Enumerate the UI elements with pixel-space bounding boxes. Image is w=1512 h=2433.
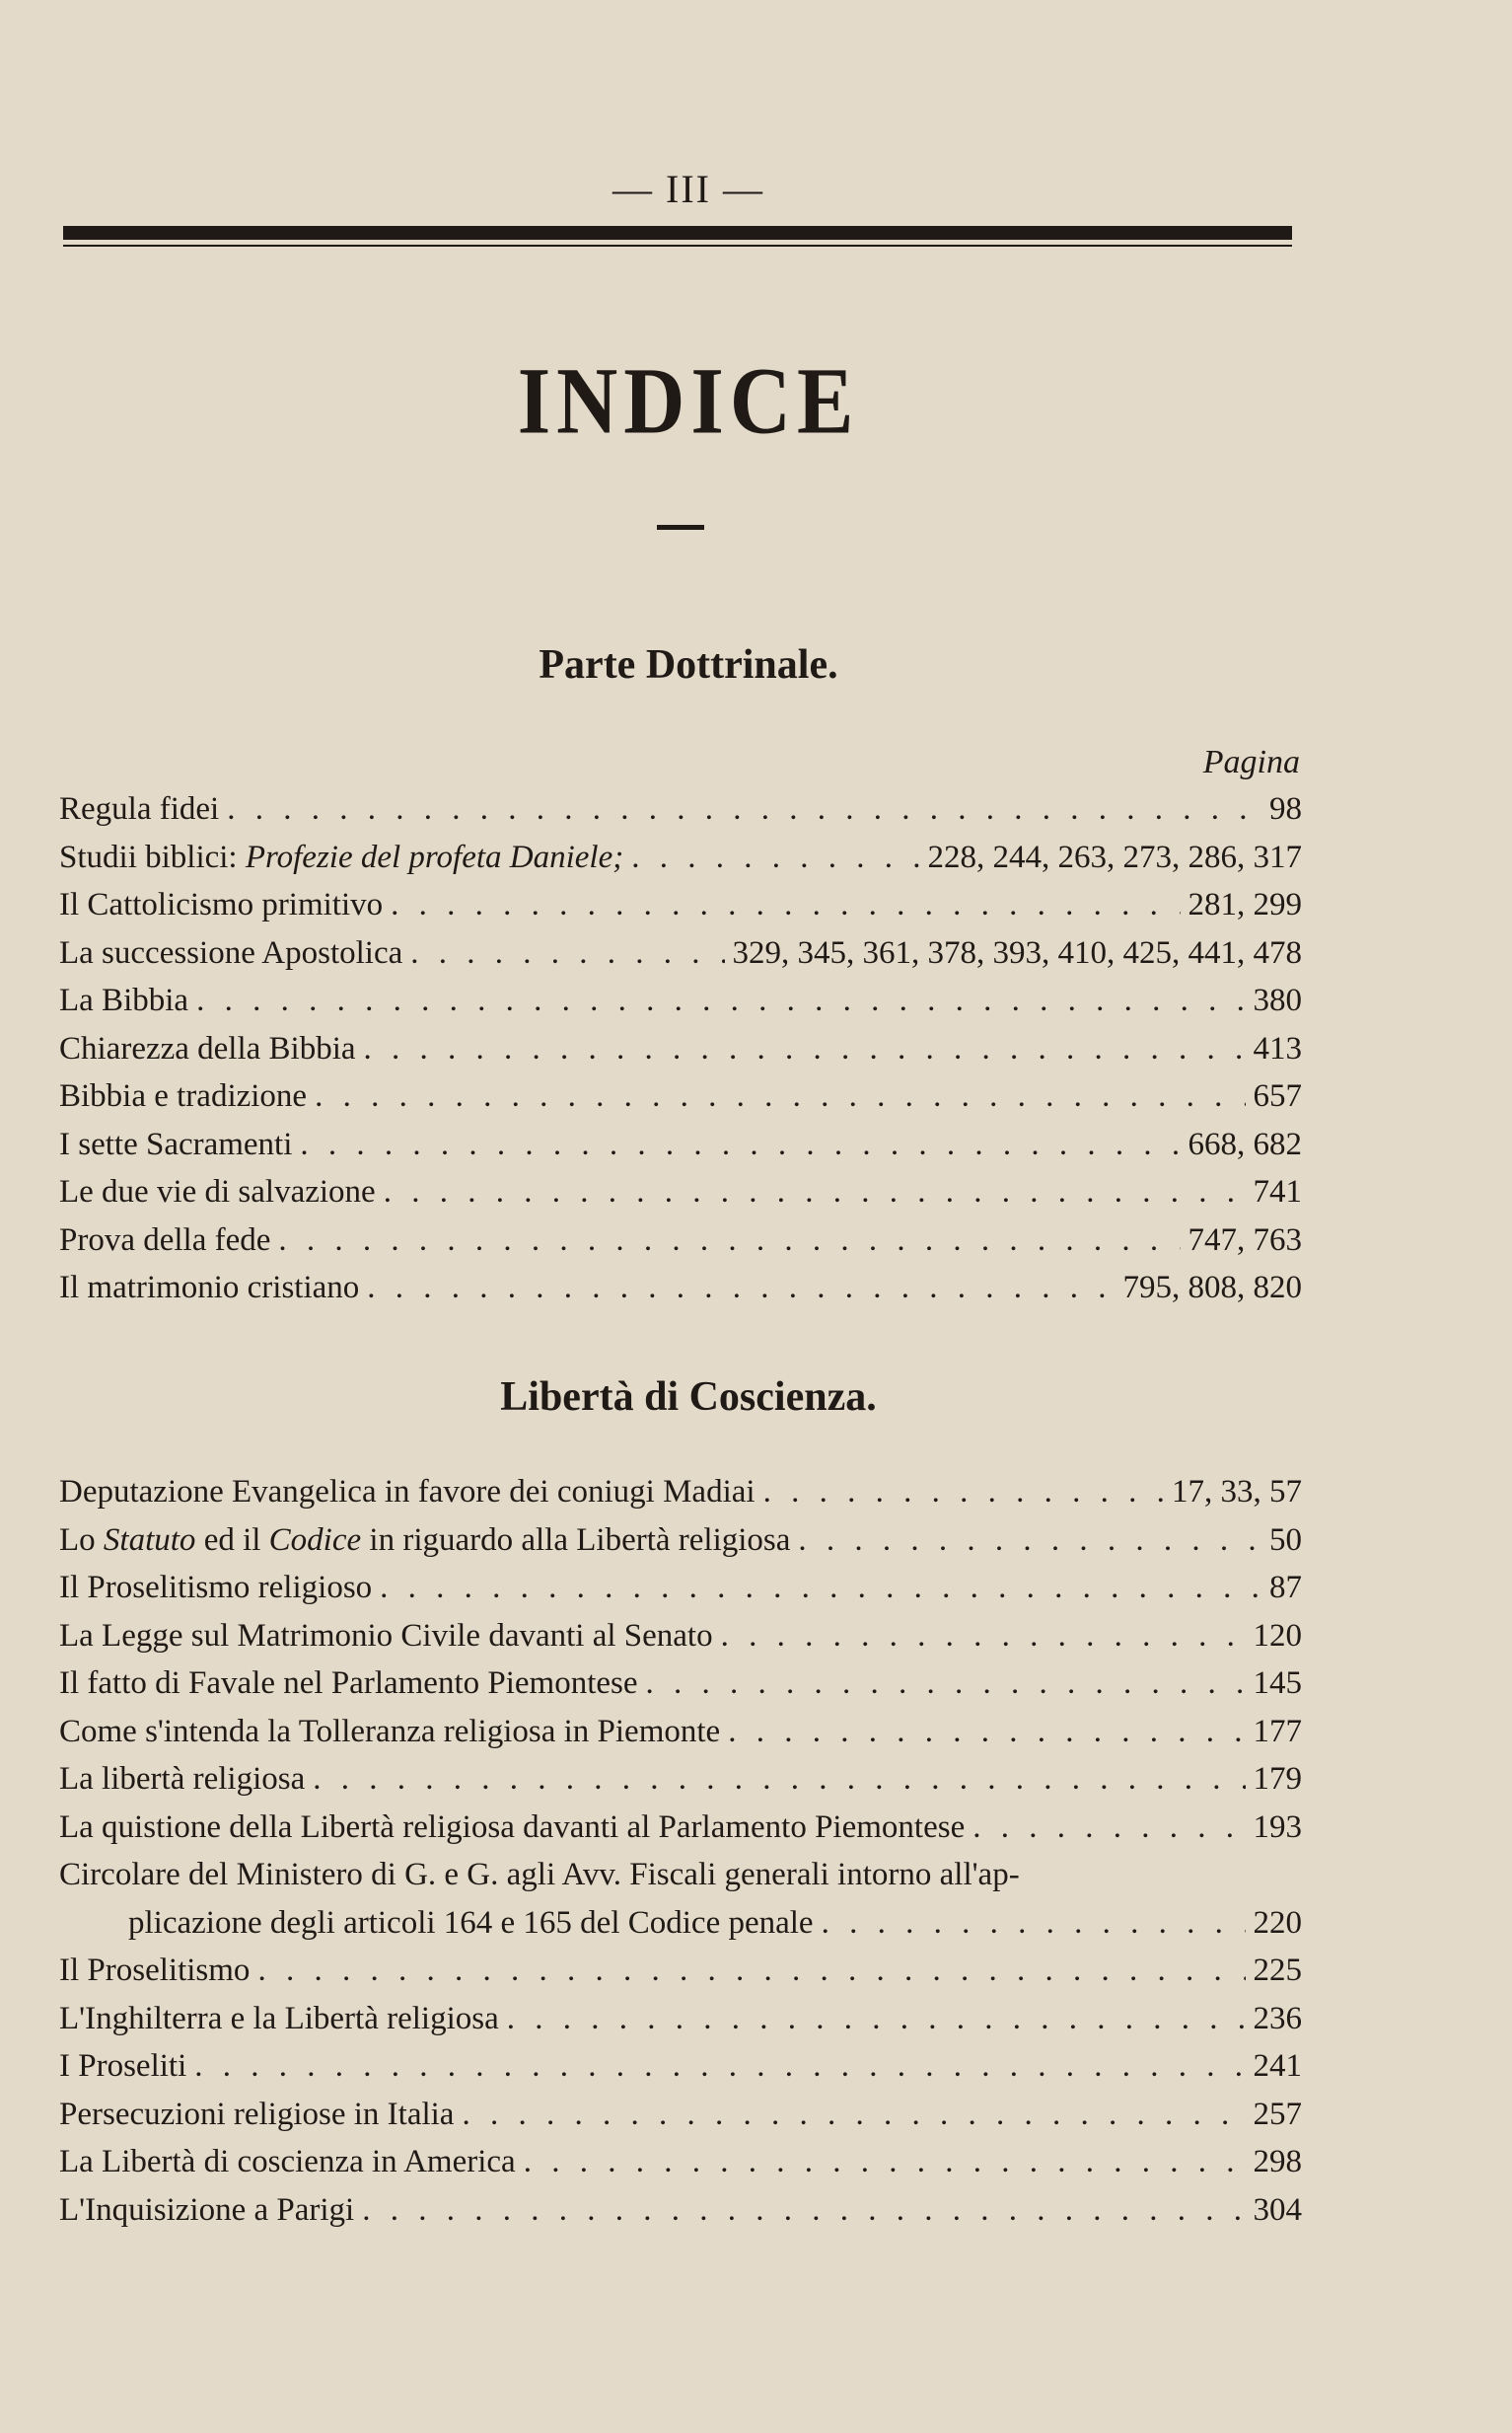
leader-dots [194,2042,1245,2091]
index-entry[interactable] [59,1804,1302,1852]
leader-dots [364,1025,1246,1073]
entry-pages: 304 [1253,2191,1302,2228]
index-entry[interactable] [59,1516,1302,1565]
entry-title: Persecuzioni religiose in Italia [59,2096,455,2132]
entry-pages: 657 [1253,1078,1302,1114]
entry-title: Il Proselitismo [59,1953,251,1988]
index-entry[interactable] [59,977,1302,1025]
entry-title: I Proseliti [59,2048,187,2084]
index-entry[interactable] [59,1659,1302,1708]
entry-pages: 329, 345, 361, 378, 393, 410, 425, 441, 478 [732,934,1302,971]
entry-title: Regula fidei [59,791,220,827]
entry-pages: 145 [1253,1665,1302,1701]
entry-pages: 747, 763 [1188,1221,1302,1258]
entry-pages: 413 [1253,1030,1302,1067]
entry-title: L'Inquisizione a Parigi [59,2191,355,2228]
leader-dots [313,1755,1245,1804]
entry-pages: 257 [1253,2096,1302,2132]
entry-pages: 281, 299 [1188,887,1302,922]
leader-dots [410,929,724,978]
index-entry[interactable] [59,1708,1302,1756]
entry-pages: 298 [1253,2144,1302,2179]
leader-dots [257,1947,1245,1995]
leader-dots [972,1804,1245,1852]
entry-title: La Bibbia [59,983,189,1018]
index-entry[interactable] [59,1995,1302,2043]
entry-title: La successione Apostolica [59,934,403,971]
index-entry[interactable] [59,1612,1302,1660]
index-entry[interactable] [59,1216,1302,1265]
entry-title: Prova della fede [59,1221,271,1258]
entry-title: Come s'intenda la Tolleranza religiosa in Piemonte [59,1713,721,1749]
leader-dots [798,1516,1261,1565]
leader-dots [300,1121,1180,1169]
leader-dots [391,881,1180,929]
leader-dots [384,1168,1246,1216]
section-heading-dottrinale: Parte Dottrinale. [539,642,838,688]
leader-dots [278,1216,1180,1265]
entry-title: Studii biblici: Profezie del profeta Daniele; [59,839,624,875]
entry-pages: 225 [1253,1953,1302,1988]
index-entry[interactable] [59,1264,1302,1312]
entry-pages: 87 [1269,1570,1302,1605]
entry-title: Il Cattolicismo primitivo [59,887,384,922]
index-entry[interactable] [59,1072,1302,1121]
entry-pages: 120 [1253,1617,1302,1654]
entry-pages: 177 [1253,1713,1302,1749]
index-entry[interactable] [59,2138,1302,2186]
entry-title: Il matrimonio cristiano [59,1270,360,1305]
leader-dots [631,834,919,882]
entry-title: Bibbia e tradizione [59,1078,308,1114]
entry-title: Il fatto di Favale nel Parlamento Piemontese [59,1665,638,1701]
index-entry[interactable] [59,1025,1302,1073]
index-entry[interactable] [59,2091,1302,2139]
entry-title: La quistione della Libertà religiosa davanti al Parlamento Piemontese [59,1808,966,1845]
index-entry[interactable] [59,1168,1302,1216]
leader-dots [646,1659,1246,1708]
leader-dots [315,1072,1245,1121]
index-entry[interactable] [59,2042,1302,2091]
leader-dots [367,1264,1115,1312]
index-list-liberta [59,1468,1302,2234]
entry-pages: 668, 682 [1188,1126,1302,1162]
entry-pages: 193 [1253,1808,1302,1845]
entry-pages: 380 [1253,983,1302,1018]
leader-dots [507,1995,1246,2043]
leader-dots [196,977,1245,1025]
header-rule-thick [63,226,1292,240]
leader-dots [822,1899,1246,1948]
section-heading-liberta: Libertà di Coscienza. [500,1374,877,1420]
page-number: — III — [612,167,764,211]
index-entry[interactable] [59,785,1302,834]
entry-title: I sette Sacramenti [59,1126,293,1162]
entry-title: Lo Statuto ed il Codice in riguardo alla Libertà religiosa [59,1521,791,1558]
leader-dots [721,1612,1246,1660]
entry-title-line1: Circolare del Ministero di G. e G. agli Avv. Fiscali generali intorno all'ap- [59,1857,1020,1892]
leader-dots [524,2138,1246,2186]
entry-title: L'Inghilterra e la Libertà religiosa [59,2000,499,2036]
entry-pages: 236 [1253,2000,1302,2036]
entry-title: Deputazione Evangelica in favore dei coniugi Madiai [59,1474,756,1510]
index-entry[interactable] [59,929,1302,978]
entry-title: Chiarezza della Bibbia [59,1030,356,1067]
leader-dots [728,1708,1245,1756]
column-heading-pagina: Pagina [1202,744,1300,780]
index-entry[interactable] [59,1947,1302,1995]
leader-dots [462,2091,1245,2139]
leader-dots [763,1468,1164,1516]
index-entry[interactable] [59,1468,1302,1516]
index-entry[interactable] [59,2186,1302,2235]
entry-pages: 179 [1253,1761,1302,1797]
entry-pages: 50 [1269,1521,1302,1558]
title-divider [657,525,704,530]
index-entry[interactable] [59,834,1302,882]
entry-pages: 241 [1253,2048,1302,2084]
entry-title-line2: plicazione degli articoli 164 e 165 del Codice penale [128,1904,814,1941]
page-title: INDICE [517,347,860,454]
header-rule-thin [63,245,1292,247]
entry-title: La libertà religiosa [59,1761,306,1797]
entry-pages: 795, 808, 820 [1122,1270,1302,1305]
entry-title: La Legge sul Matrimonio Civile davanti al Senato [59,1617,713,1654]
leader-dots [227,785,1261,834]
index-entry[interactable] [59,1755,1302,1804]
index-list-dottrinale [59,785,1302,1312]
index-entry[interactable] [59,1121,1302,1169]
index-entry[interactable] [59,881,1302,929]
entry-pages: 98 [1269,791,1302,827]
entry-pages: 220 [1253,1904,1302,1941]
entry-pages: 228, 244, 263, 273, 286, 317 [927,839,1302,875]
index-entry[interactable] [59,1564,1302,1612]
index-entry[interactable] [59,1851,1302,1947]
entry-pages: 741 [1253,1174,1302,1210]
leader-dots [380,1564,1261,1612]
entry-pages: 17, 33, 57 [1172,1474,1302,1510]
entry-title: Le due vie di salvazione [59,1174,376,1210]
entry-title: La Libertà di coscienza in America [59,2144,516,2179]
leader-dots [362,2186,1245,2235]
entry-title: Il Proselitismo religioso [59,1570,373,1605]
